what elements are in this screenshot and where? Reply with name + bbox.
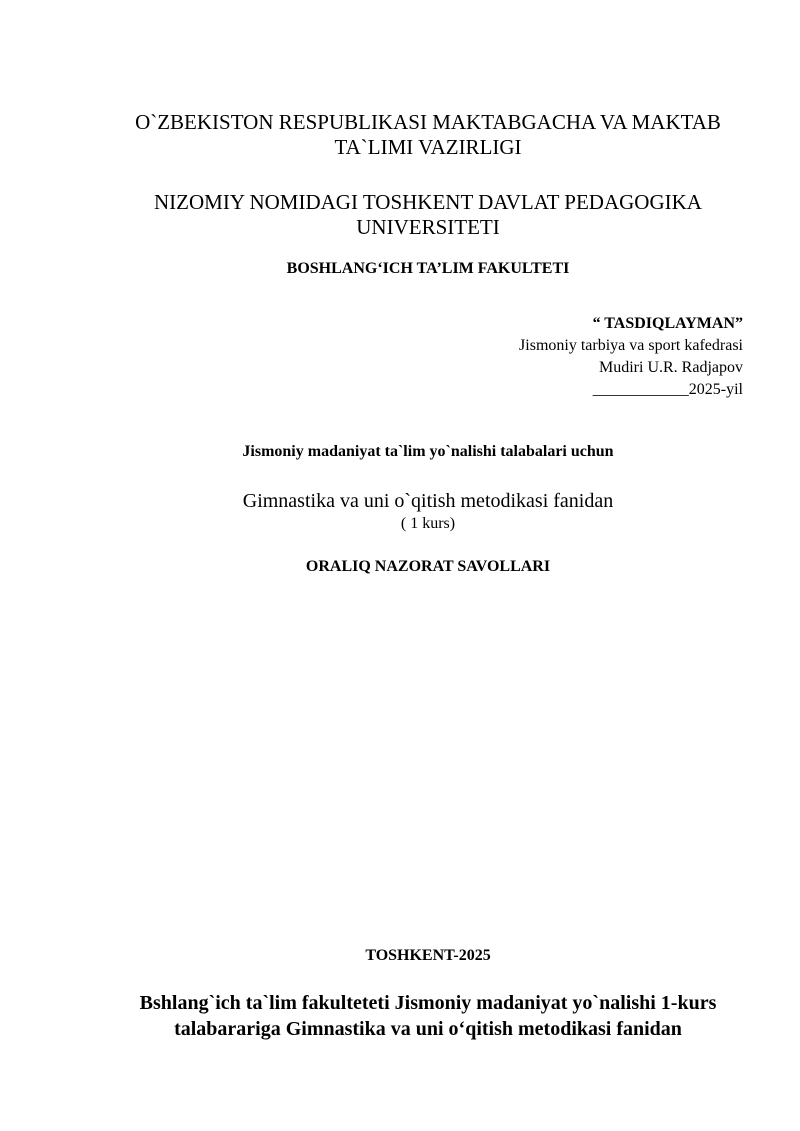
approval-title: “ TASDIQLAYMAN” [592, 315, 743, 332]
university-line-1: NIZOMIY NOMIDAGI TOSHKENT DAVLAT PEDAGOGIKA [154, 190, 702, 214]
subject-title: Gimnastika va uni o`qitish metodikasi fanidan [242, 490, 614, 512]
faculty-name: BOSHLANG‘ICH TA’LIM FAKULTETI [286, 260, 570, 277]
section-heading-line-1: Bshlang`ich ta`lim fakulteteti Jismoniy madaniyat yo`nalishi 1-kurs [139, 992, 717, 1014]
approval-head: Mudiri U.R. Radjapov [599, 359, 743, 376]
city-year: TOSHKENT-2025 [365, 947, 491, 964]
course-label: ( 1 kurs) [400, 515, 456, 532]
ministry-line-1: O`ZBEKISTON RESPUBLIKASI MAKTABGACHA VA MAKTAB [135, 110, 721, 134]
approval-block [519, 313, 743, 401]
section-heading [80, 990, 776, 1042]
approval-department: Jismoniy tarbiya va sport kafedrasi [519, 337, 743, 354]
ministry-line-2: TA`LIMI VAZIRLIGI [334, 135, 522, 159]
university-name [100, 190, 756, 240]
document-title: ORALIQ NAZORAT SAVOLLARI [305, 558, 551, 575]
ministry-name [100, 110, 756, 160]
university-line-2: UNIVERSITETI [356, 215, 500, 239]
section-heading-line-2: talabarariga Gimnastika va uni o‘qitish metodikasi fanidan [174, 1018, 682, 1040]
audience-line: Jismoniy madaniyat ta`lim yo`nalishi talabalari uchun [242, 443, 614, 460]
approval-date-line: ____________2025-yil [592, 381, 743, 398]
